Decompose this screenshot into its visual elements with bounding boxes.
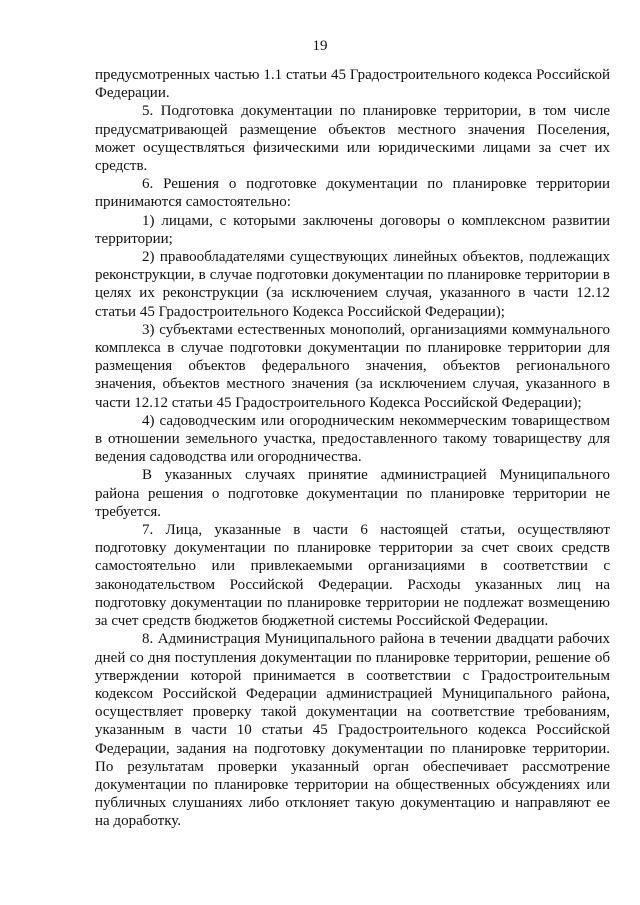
paragraph-item-6: 6. Решения о подготовке документации по планировке территории принимаются самостоятельно:	[95, 176, 610, 211]
page-number: 19	[312, 38, 328, 54]
paragraph-continuation: предусмотренных частью 1.1 статьи 45 Градостроительного кодекса Российской Федерации.	[95, 67, 610, 102]
subitem-1: 1) лицами, с которыми заключены договоры о комплексном развитии территории;	[95, 212, 610, 247]
subitem-3: 3) субъектами естественных монополий, организациями коммунального комплекса в случае подготовки документации по планировке территории для размещения объектов федерального значения, объектов регионального значения, объектов местного значения (за исключением случая, указанного в части 12.12 статьи 45 Градостроительного Кодекса Российской Федерации);	[95, 321, 610, 411]
document-body	[95, 66, 610, 831]
subitem-2: 2) правообладателями существующих линейных объектов, подлежащих реконструкции, в случае подготовки документации по планировке территории в целях их реконструкции (за исключением случая, указанного в части 12.12 статьи 45 Градостроительного Кодекса Российской Федерации);	[95, 249, 610, 320]
paragraph-item-5: 5. Подготовка документации по планировке территории, в том числе предусматривающей размещение объектов местного значения Поселения, может осуществляться физическими или юридическими лицами за счет их средств.	[95, 103, 610, 175]
paragraph-note: В указанных случаях принятие администрацией Муниципального района решения о подготовке документации по планировке территории не требуется.	[95, 467, 610, 520]
paragraph-item-7: 7. Лица, указанные в части 6 настоящей статьи, осуществляют подготовку документации по планировке территории за счет своих средств самостоятельно или привлекаемыми организациями в соответствии с законодательством Российской Федерации. Расходы указанных лиц на подготовку документации по планировке территории не подлежат возмещению за счет средств бюджетов бюджетной системы Российской Федерации.	[95, 522, 610, 630]
subitem-4: 4) садоводческим или огородническим некоммерческим товариществом в отношении земельного участка, предоставленного такому товариществу для ведения садоводства или огородничества.	[95, 412, 610, 466]
paragraph-item-8: 8. Администрация Муниципального района в течении двадцати рабочих дней со дня поступления документации по планировке территории, решение об утверждении которой принимается в соответствии с Градостроительным кодексом Российской Федерации администрацией Муниципального района, осуществляет проверку такой документации на соответствие требованиям, указанным в части 10 статьи 45 Градостроительного кодекса Российской Федерации, задания на подготовку документации по планировке территории. По результатам проверки указанный орган обеспечивает рассмотрение документации по планировке территории на общественных обсуждениях или публичных слушаниях либо отклоняет такую документацию и направляют ее на доработку.	[95, 631, 610, 830]
